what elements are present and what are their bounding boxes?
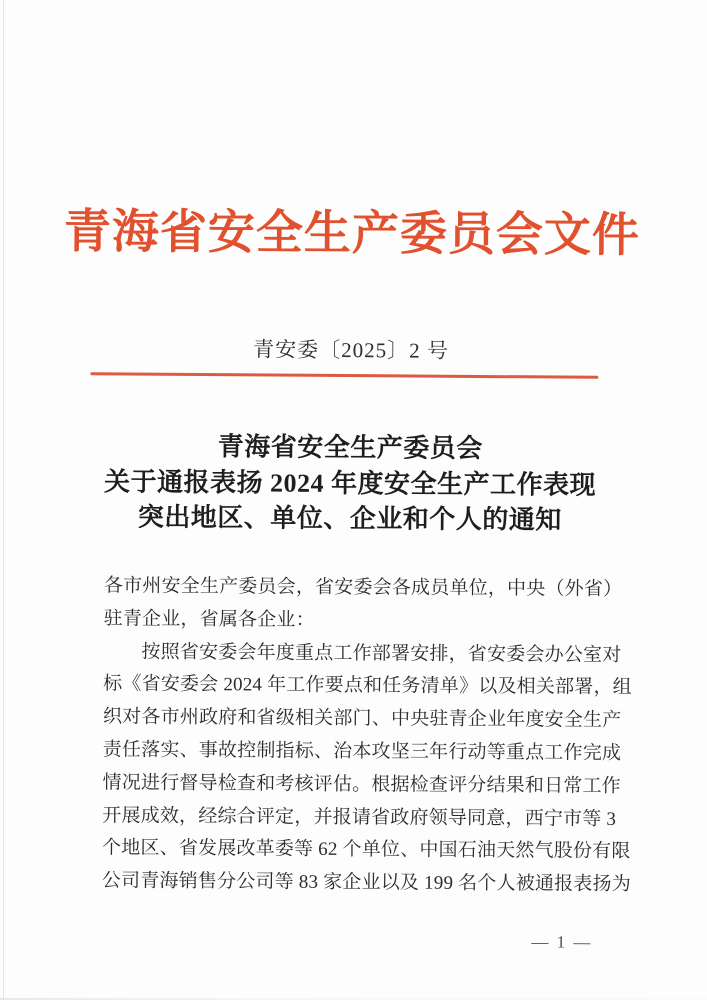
paragraph-line: 情况进行督导检查和考核评估。根据检查评分结果和日常工作 xyxy=(102,772,621,797)
paragraph-line: 个地区、省发展改革委等 62 个单位、中国石油天然气股份有限 xyxy=(101,837,631,863)
notice-title-line: 青海省安全生产委员会 xyxy=(217,432,483,464)
paragraph-line: 开展成效，经综合评定，并报请省政府领导同意，西宁市等 3 xyxy=(102,804,617,830)
document-number: 青安委〔2025〕2 号 xyxy=(253,337,450,363)
paragraph-line: 标《省安委会 2024 年工作要点和任务清单》以及相关部署，组 xyxy=(103,673,632,699)
paragraph-line: 责任落实、事故控制指标、治本攻坚三年行动等重点工作完成 xyxy=(102,739,622,764)
paragraph-line: 按照省安委会年度重点工作部署安排，省安委会办公室对 xyxy=(141,641,622,666)
notice-title xyxy=(0,428,704,539)
red-separator-rule xyxy=(90,372,598,379)
salutation-line: 各市州安全生产委员会，省安委会各成员单位，中央（外省） xyxy=(103,575,623,600)
paragraph-line: 织对各市州政府和省级相关部门、中央驻青企业年度安全生产 xyxy=(102,706,622,732)
notice-title-line: 突出地区、单位、企业和个人的通知 xyxy=(137,502,562,535)
paragraph-line: 公司青海销售分公司等 83 家企业以及 199 名个人被通报表扬为 xyxy=(101,870,632,896)
page-number: — 1 — xyxy=(531,932,593,952)
salutation-line: 驻青企业，省属各企业： xyxy=(103,608,315,631)
notice-title-line: 关于通报表扬 2024 年度安全生产工作表现 xyxy=(104,466,597,500)
letterhead-title: 青海省安全生产委员会文件 xyxy=(63,206,641,263)
body-text xyxy=(101,570,632,902)
